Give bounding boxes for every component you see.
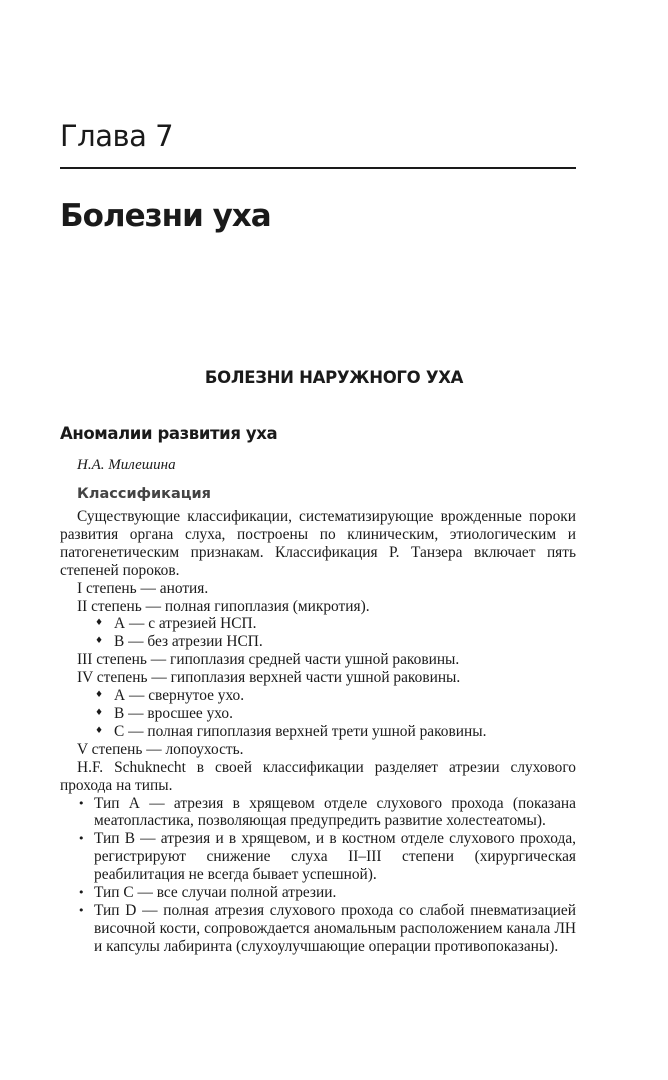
degree-1: I степень — анотия. (77, 579, 209, 597)
bullet-icon: • (78, 903, 85, 917)
subsection-title: Аномалии развития уха (60, 424, 278, 443)
type-b: Тип В — атрезия и в хрящевом, и в костном отделе слухового прохода, регистрируют снижение слуха II–III степени (хирургическая реабилитация не всегда бывает успешной). (94, 830, 576, 884)
body-text (60, 508, 576, 956)
type-c: Тип С — все случаи полной атрезии. (94, 884, 337, 902)
degree-4-c: С — полная гипоплазия верхней трети ушной раковины. (114, 722, 487, 740)
diamond-bullet-icon: ♦ (95, 690, 104, 701)
list-item (60, 795, 576, 831)
diamond-bullet-icon: ♦ (95, 636, 104, 647)
chapter-title: Болезни уха (60, 198, 271, 234)
list-item (60, 633, 576, 651)
bullet-icon: • (78, 796, 85, 810)
type-d: Тип D — полная атрезия слухового прохода со слабой пневматизацией височной кости, сопровождается аномальным расположением канала ЛН и капсулы лабиринта (слухоулучшающие операции противопоказаны). (94, 901, 576, 955)
list-item (60, 830, 576, 884)
bullet-icon: • (78, 832, 85, 846)
classification-heading: Классификация (77, 486, 211, 502)
type-a: Тип А — атрезия в хрящевом отделе слухового прохода (показана меатопластика, позволяющая предупредить развитие холестеатомы). (94, 794, 576, 830)
degree-5: V степень — лопоухость. (77, 740, 244, 758)
list-item (60, 723, 576, 741)
list-item (60, 615, 576, 633)
degree-3: III степень — гипоплазия средней части ушной раковины. (77, 651, 460, 669)
section-title: БОЛЕЗНИ НАРУЖНОГО УХА (204, 368, 464, 387)
schuknecht-paragraph: H.F. Schuknecht в своей классификации разделяет атрезии слухового прохода на типы. (60, 758, 576, 794)
list-item (60, 902, 576, 956)
diamond-bullet-icon: ♦ (95, 707, 104, 718)
degree-2-a: А — с атрезией НСП. (114, 615, 257, 633)
degree-4-b: В — вросшее ухо. (114, 704, 233, 722)
list-item (60, 705, 576, 723)
diamond-bullet-icon: ♦ (95, 618, 104, 629)
chapter-divider (60, 167, 576, 169)
degree-4-a: А — свернутое ухо. (114, 687, 245, 705)
author-name: Н.А. Милешина (77, 457, 176, 473)
degree-2: II степень — полная гипоплазия (микротия). (77, 597, 370, 615)
bullet-icon: • (78, 886, 85, 900)
degree-4: IV степень — гипоплазия верхней части ушной раковины. (77, 669, 461, 687)
list-item (60, 884, 576, 902)
chapter-label: Глава 7 (60, 119, 174, 153)
degree-2-b: В — без атрезии НСП. (114, 633, 263, 651)
intro-paragraph: Существующие классификации, систематизирующие врожденные пороки развития органа слуха, построены по клиническим, этиологическим и патогенетическим признакам. Классификация Р. Танзера включает пять степеней пороков. (60, 508, 576, 579)
diamond-bullet-icon: ♦ (95, 725, 104, 736)
list-item (60, 687, 576, 705)
